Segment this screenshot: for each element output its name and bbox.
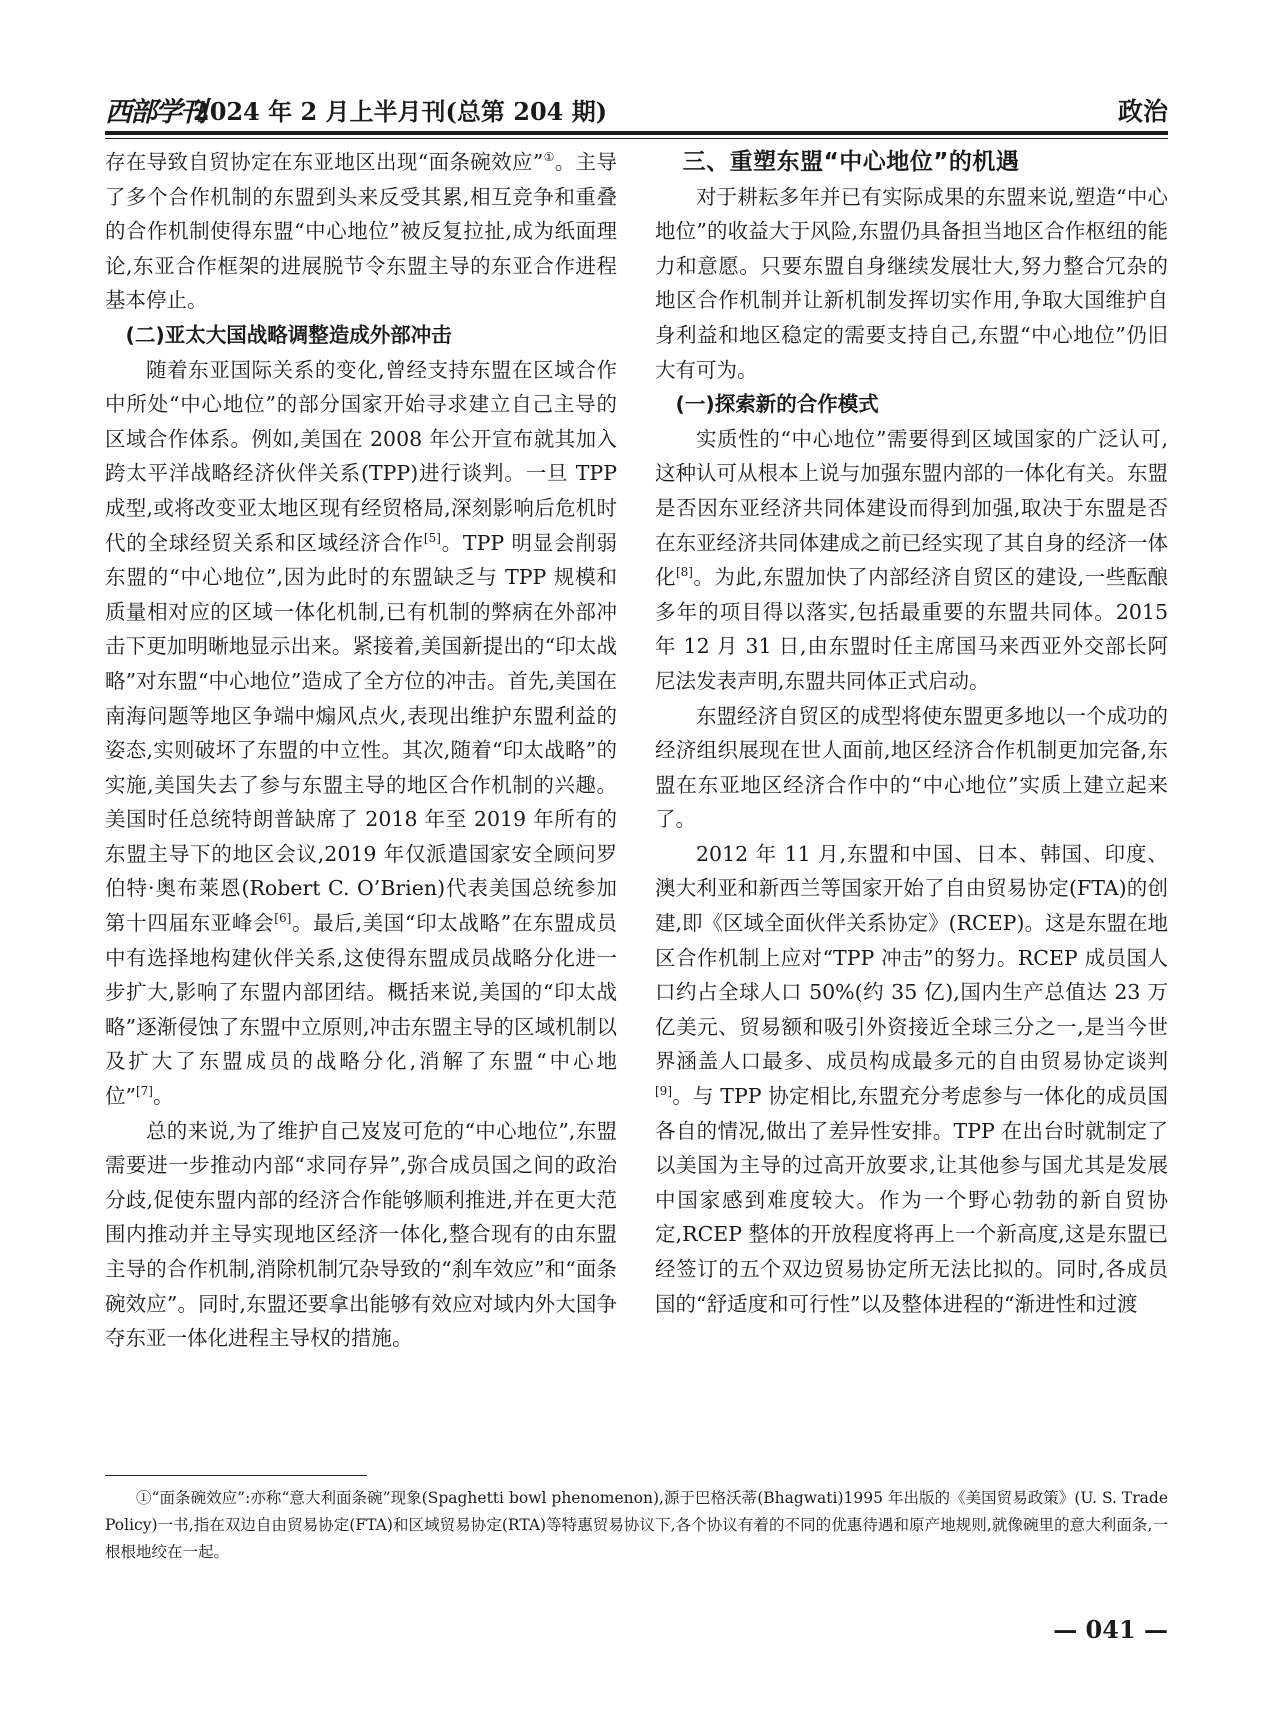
paragraph: 东盟经济自贸区的成型将使东盟更多地以一个成功的经济组织展现在世人面前,地区经济合作机制更加完备,东盟在东亚地区经济合作中的“中心地位”实质上建立起来了。 <box>655 703 1168 832</box>
citation-ref[interactable]: [9] <box>655 1084 672 1099</box>
footnote: ①“面条碗效应”:亦称“意大利面条碗”现象(Spaghetti bowl phenomenon),源于巴格沃蒂(Bhagwati)1995 年出版的《美国贸易政策》(U. S. Trade Policy)一书,指在双边自由贸易协定(FTA)和区域贸易协定(RTA)等特惠贸易协议下,各个协议有着的不同的优惠待遇和原产地规则,就像碗里的意大利面条,一根根地绞在一起。 <box>105 1489 1168 1561</box>
citation-ref[interactable]: [8] <box>675 565 693 580</box>
journal-logo: 西部学刊 <box>105 97 205 128</box>
running-header <box>105 90 1168 126</box>
section-label: 政治 <box>1117 97 1168 126</box>
section-heading: 三、重塑东盟“中心地位”的机遇 <box>682 149 1020 175</box>
right-column <box>655 145 1168 1321</box>
subsection-heading: (二)亚太大国战略调整造成外部冲击 <box>125 322 452 347</box>
citation-ref[interactable]: [7] <box>135 1084 153 1099</box>
paragraph: 总的来说,为了维护自己岌岌可危的“中心地位”,东盟需要进一步推动内部“求同存异”,弥合成员国之间的政治分歧,促使东盟内部的经济合作能够顺利推进,并在更大范围内推动并主导实现地区经济一体化,整合现有的由东盟主导的合作机制,消除机制冗杂导致的“刹车效应”和“面条碗效应”。同时,东盟还要拿出能够有效应对域内外大国争夺东亚一体化进程主导权的措施。 <box>105 1118 617 1351</box>
subsection-heading: (一)探索新的合作模式 <box>675 392 879 417</box>
header-rule-thick <box>105 131 1168 135</box>
paragraph: 2012 年 11 月,东盟和中国、日本、韩国、印度、澳大利亚和新西兰等国家开始了自由贸易协定(FTA)的创建,即《区域全面伙伴关系协定》(RCEP)。这是东盟在地区合作机制上应对“TPP 冲击”的努力。RCEP 成员国人口约占全球人口 50%(约 35 亿),国内生产总值达 23 万亿美元、贸易额和吸引外资接近全球三分之一,是当今世界涵盖人口最多、成员构成最多元的自由贸易协定谈判[9]。与 TPP 协定相比,东盟充分考虑参与一体化的成员国各自的情况,做出了差异性安排。TPP 在出台时就制定了以美国为主导的过高开放要求,让其他参与国尤其是发展中国家感到难度较大。作为一个野心勃勃的新自贸协定,RCEP 整体的开放程度将再上一个新高度,这是东盟已经签订的五个双边贸易协定所无法比拟的。同时,各成员国的“舒适度和可行性”以及整体进程的“渐进性和过渡 <box>655 841 1168 1316</box>
paragraph: 存在导致自贸协定在东亚地区出现“面条碗效应”①。主导了多个合作机制的东盟到头来反受其累,相互竞争和重叠的合作机制使得东盟“中心地位”被反复拉扯,成为纸面理论,东亚合作框架的进展脱节令东盟主导的东亚合作进程基本停止。 <box>105 150 617 313</box>
header-rule-thin <box>105 138 1168 139</box>
paragraph: 实质性的“中心地位”需要得到区域国家的广泛认可,这种认可从根本上说与加强东盟内部的一体化有关。东盟是否因东亚经济共同体建设而得到加强,取决于东盟是否在东亚经济共同体建成之前已经实现了其自身的经济一体化[8]。为此,东盟加快了内部经济自贸区的建设,一些酝酿多年的项目得以落实,包括最重要的东盟共同体。2015 年 12 月 31 日,由东盟时任主席国马来西亚外交部长阿尼法发表声明,东盟共同体正式启动。 <box>655 426 1168 693</box>
page-number: — 041 — <box>1053 1615 1168 1644</box>
footnote-separator <box>105 1475 367 1476</box>
paragraph: 随着东亚国际关系的变化,曾经支持东盟在区域合作中所处“中心地位”的部分国家开始寻求建立自己主导的区域合作体系。例如,美国在 2008 年公开宣布就其加入跨太平洋战略经济伙伴关系(TPP)进行谈判。一旦 TPP 成型,或将改变亚太地区现有经贸格局,深刻影响后危机时代的全球经贸关系和区域经济合作[5]。TPP 明显会削弱东盟的“中心地位”,因为此时的东盟缺乏与 TPP 规模和质量相对应的区域一体化机制,已有机制的弊病在外部冲击下更加明晰地显示出来。紧接着,美国新提出的“印太战略”对东盟“中心地位”造成了全方位的冲击。首先,美国在南海问题等地区争端中煽风点火,表现出维护东盟利益的姿态,实则破坏了东盟的中立性。其次,随着“印太战略”的实施,美国失去了参与东盟主导的地区合作机制的兴趣。美国时任总统特朗普缺席了 2018 年至 2019 年所有的东盟主导下的地区会议,2019 年仅派遣国家安全顾问罗伯特·奥布莱恩(Robert C. O’Brien)代表美国总统参加第十四届东亚峰会[6]。最后,美国“印太战略”在东盟成员中有选择地构建伙伴关系,这使得东盟成员战略分化进一步扩大,影响了东盟内部团结。概括来说,美国的“印太战略”逐渐侵蚀了东盟中立原则,冲击东盟主导的区域机制以及扩大了东盟成员的战略分化,消解了东盟“中心地位”[7]。 <box>105 357 618 1109</box>
citation-ref[interactable]: [5] <box>423 530 441 545</box>
citation-ref[interactable]: [6] <box>274 911 292 926</box>
issue-info: 2024 年 2 月上半月刊(总第 204 期) <box>193 97 608 126</box>
footnote-mark[interactable]: ① <box>543 150 555 165</box>
paragraph: 对于耕耘多年并已有实际成果的东盟来说,塑造“中心地位”的收益大于风险,东盟仍具备担当地区合作枢纽的能力和意愿。只要东盟自身继续发展壮大,努力整合冗杂的地区合作机制并让新机制发挥切实作用,争取大国维护自身利益和地区稳定的需要支持自己,东盟“中心地位”仍旧大有可为。 <box>655 184 1168 382</box>
left-column <box>105 145 617 1356</box>
